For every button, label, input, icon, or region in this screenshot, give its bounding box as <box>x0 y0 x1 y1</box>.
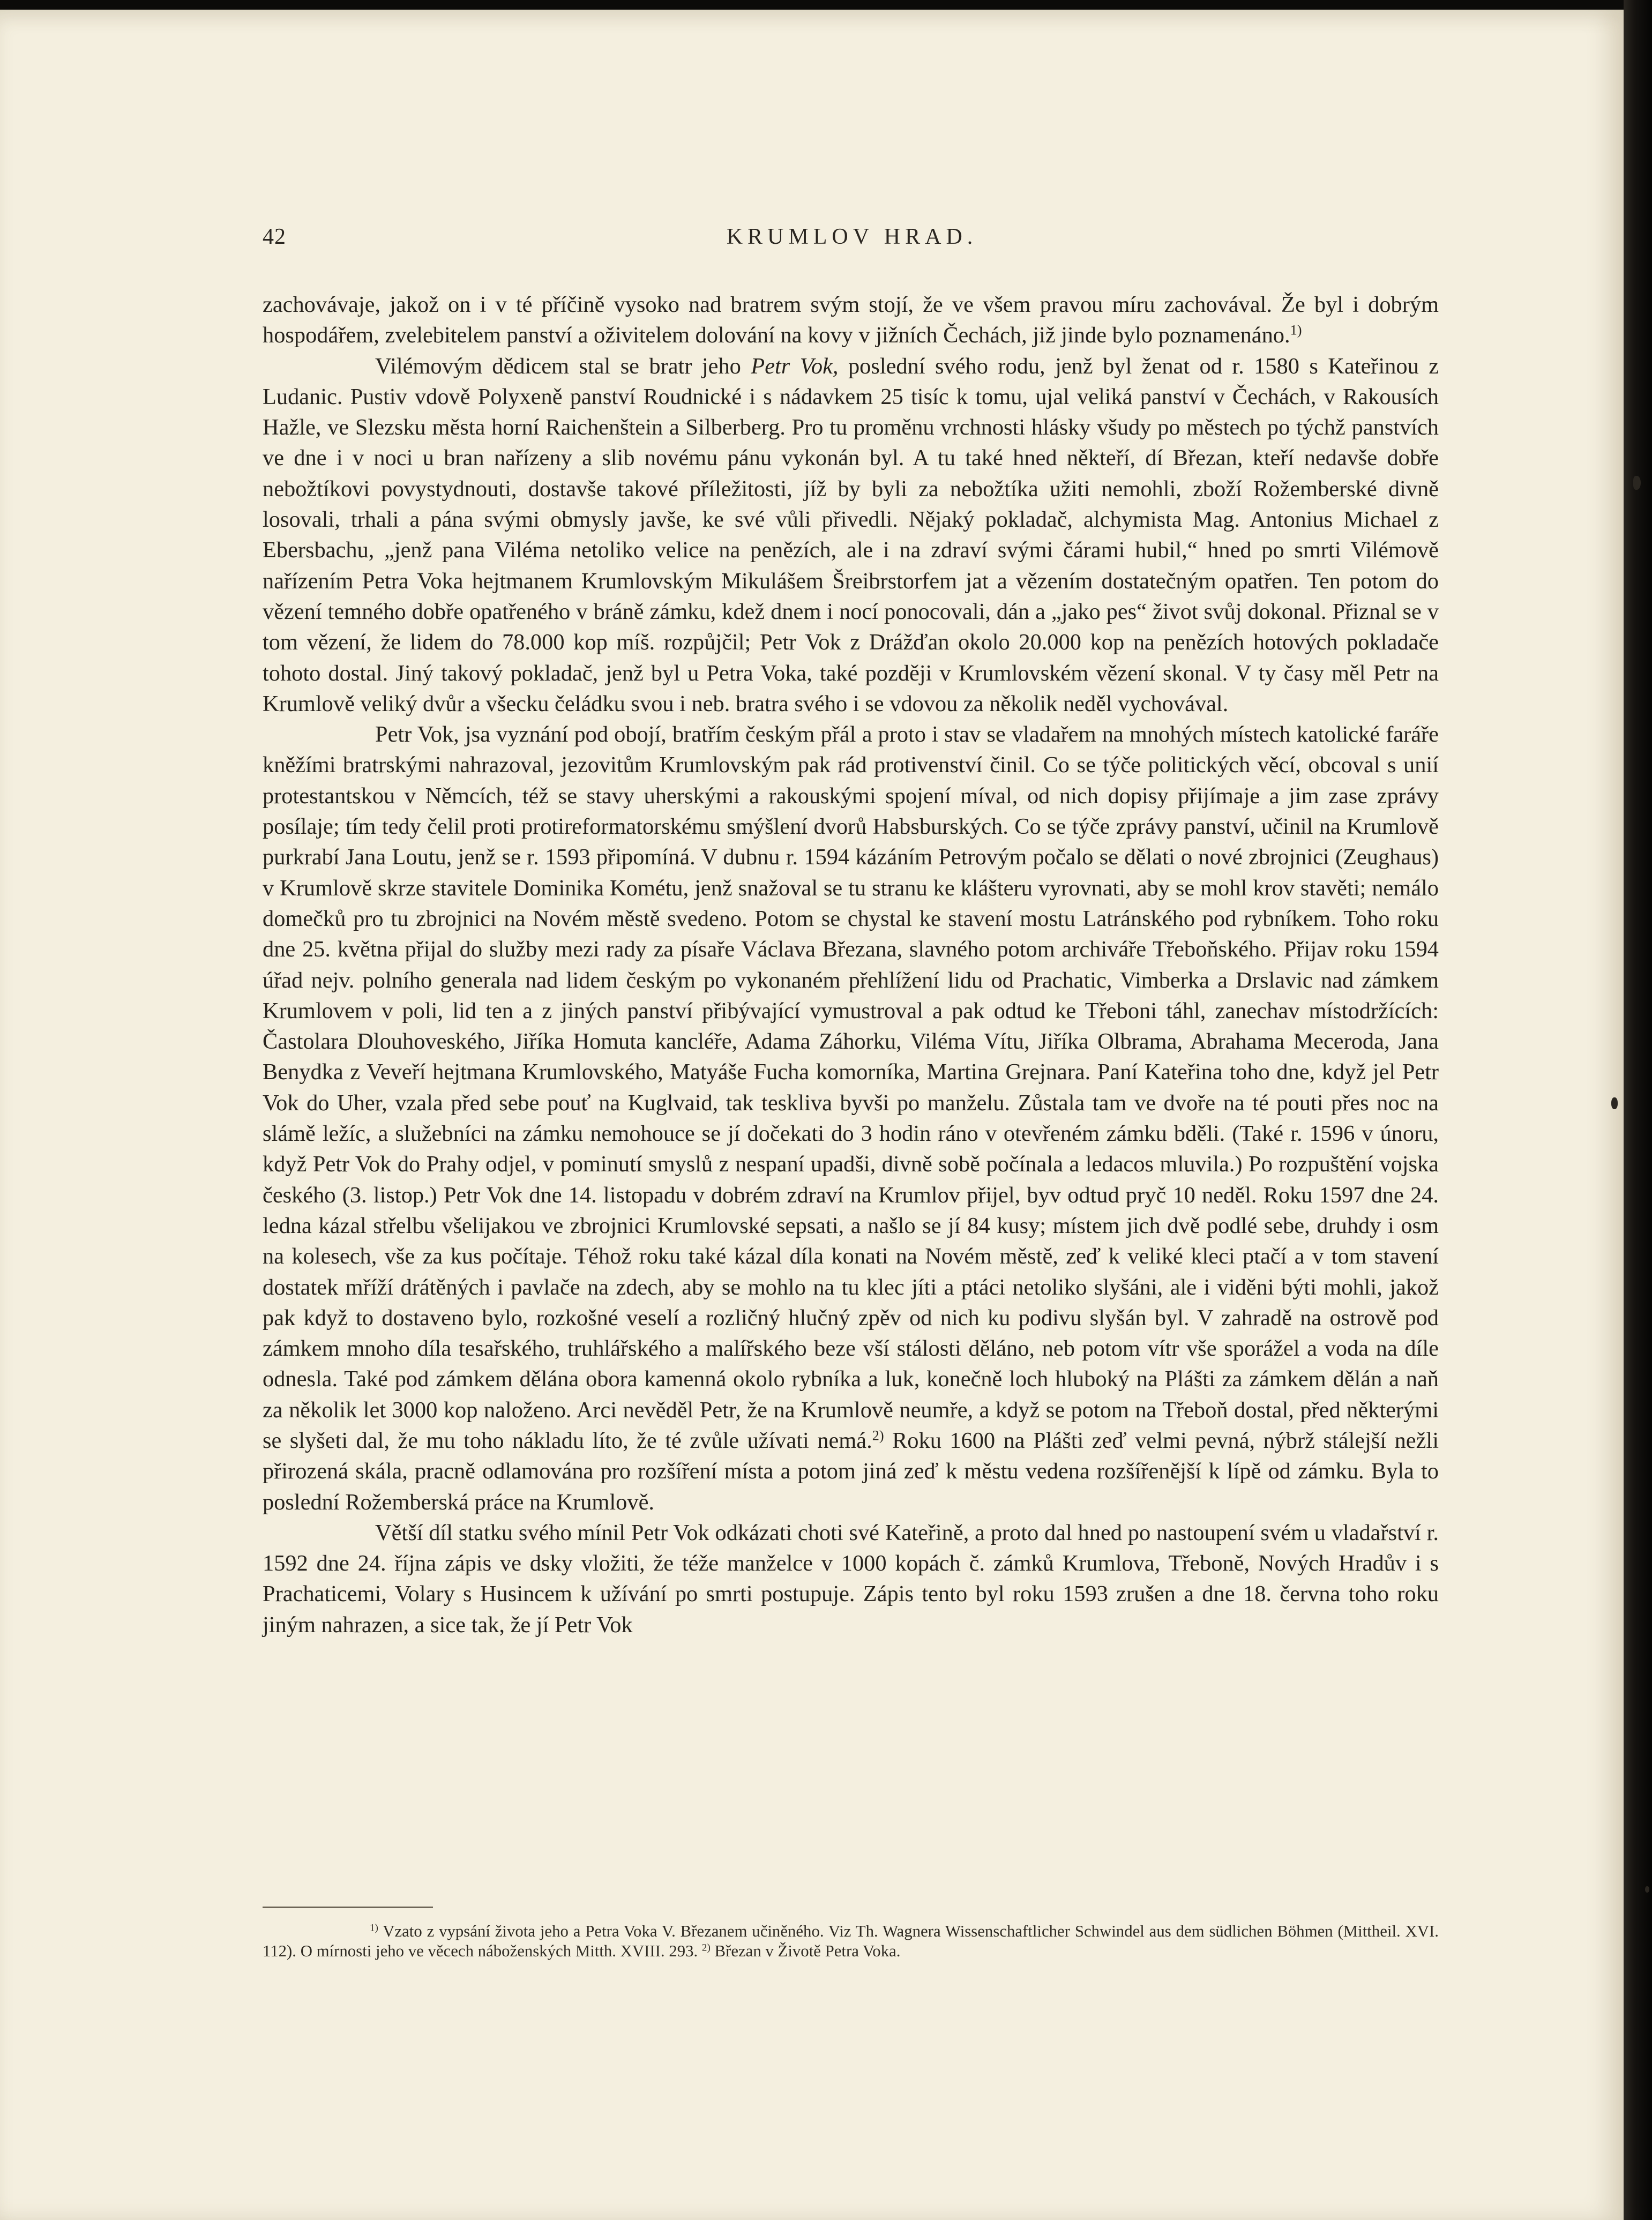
footnote-ref: 2) <box>872 1427 884 1444</box>
italic-name: Petr Vok, <box>751 353 839 379</box>
ink-mark <box>1611 1097 1618 1109</box>
paragraph <box>263 289 1439 351</box>
ink-mark <box>1633 476 1641 490</box>
footnote-ref: 1) <box>1290 322 1302 338</box>
paragraph-text: Roku 1600 na Plášti zeď velmi pevná, nýbrž stálejší nežli přirozená skála, pracně odlamována pro rozšíření místa a potom jiná zeď k městu vedena rozšířenější k lípě od zámku. Byla to poslední Rožemberská práce na Krumlově. <box>263 1427 1439 1515</box>
page-header <box>263 224 1441 256</box>
body-text <box>263 289 1439 1640</box>
page-number: 42 <box>263 225 286 249</box>
paragraph-text: zachovávaje, jakož on i v té příčině vysoko nad bratrem svým stojí, že ve všem pravou míru zachovával. Že byl i dobrým hospodářem, zvelebitelem panství a oživitelem dolování na kovy v jižních Čechách, již jinde bylo poznamenáno. <box>263 292 1439 348</box>
paragraph-text: poslední svého rodu, jenž byl ženat od r. 1580 s Kateřinou z Ludanic. Pustiv vdově Polyxeně panství Roudnické i s nádavkem 25 tisíc k tomu, ujal veliká panství v Čechách, v Rakousích Hažle, ve Slezsku města horní Raichenštein a Silberberg. Pro tu proměnu vrchnosti hlásky všudy po městech po týchž panstvích ve dne i v noci u bran nařízeny a slib novému pánu vykonán byl. A tu také hned někteří, dí Březan, kteří nedavše dobře nebožtíkovi povystydnouti, dostavše takové příležitosti, jíž by byli za nebožtíka užiti nemohli, zboží Rožemberské divně losovali, trhali a pána svými obmysly javše, ke své vůli přivedli. Nějaký pokladač, alchymista Mag. Antonius Michael z Ebersbachu, „jenž pana Viléma netoliko velice na penězích, ale i na zdraví svými čárami hubil,“ hned po smrti Vilémově nařízením Petra Voka hejtmanem Krumlovským Mikulášem Šreibrstorfem jat a vězením dostatečným opatřen. Ten potom do vězení temného dobře opatřeného v bráně zámku, kdež dnem i nocí ponocovali, dán a „jako pes“ život svůj dokonal. Přiznal se v tom vězení, že lidem do 78.000 kop míš. rozpůjčil; Petr Vok z Drážďan okolo 20.000 kop na penězích hotových pokladače tohoto dostal. Jiný takový pokladač, jenž byl u Petra Voka, také později v Krumlovském vězení skonal. V ty časy měl Petr na Krumlově veliký dvůr a všecku čeládku svou i neb. bratra svého i se vdovou za několik neděl vychovával. <box>263 353 1439 716</box>
footnote-text: Březan v Životě Petra Voka. <box>714 1942 901 1960</box>
paragraph <box>263 719 1439 1518</box>
paragraph <box>263 1518 1439 1640</box>
footnotes <box>263 1922 1439 1961</box>
paragraph <box>263 351 1439 720</box>
paragraph-text: Petr Vok, jsa vyznání pod obojí, bratřím českým přál a proto i stav se vladařem na mnohých místech katolické faráře kněžími bratrskými nahrazoval, jezovitům Krumlovským pak rád protivenství činil. Co se týče politických věcí, obcoval s unií protestantskou v Němcích, též se stavy uherskými a rakouskými spojení míval, od nich dopisy přijímaje a jim zase zprávy posílaje; tím tedy čelil proti protireformatorskému smýšlení dvorů Habsburských. Co se týče zprávy panství, učinil na Krumlově purkrabí Jana Loutu, jenž se r. 1593 připomíná. V dubnu r. 1594 kázáním Petrovým počalo se dělati o nové zbrojnici (Zeughaus) v Krumlově skrze stavitele Dominika Kométu, jenž snažoval se tu stranu ke klášteru vyrovnati, aby se mohl krov stavěti; nemálo domečků pro tu zbrojnici na Novém městě svedeno. Potom se chystal ke stavení mostu Latránského pod rybníkem. Toho roku dne 25. května přijal do služby mezi rady za písaře Václava Březana, slavného potom archiváře Třeboňského. Přijav roku 1594 úřad nejv. polního generala nad lidem českým po vykonaném přehlížení lidu od Prachatic, Vimberka a Drslavic nad zámkem Krumlovem v poli, lid ten a z jiných panství přibývající vymustroval a pak odtud ke Třeboni táhl, zanechav místodržících: Častolara Dlouhoveského, Jiříka Homuta kancléře, Adama Záhorku, Viléma Vítu, Jiříka Olbrama, Abrahama Meceroda, Jana Benydka z Veveří hejtmana Krumlovského, Matyáše Fucha komorníka, Martina Grejnara. Paní Kateřina toho dne, když jel Petr Vok do Uher, vzala před sebe pouť na Kuglvaid, tak teskliva byvši po manželu. Zůstala tam ve dvoře na té pouti přes noc na slámě ležíc, a služebníci na zámku nemohouce se jí dočekati do 3 hodin ráno v otevřeném zámku bděli. (Také r. 1596 v únoru, když Petr Vok do Prahy odjel, v pominutí smyslů z nespaní upadši, divně sobě počínala a ledacos mluvila.) Po rozpuštění vojska českého (3. listop.) Petr Vok dne 14. listopadu v dobrém zdraví na Krumlov přijel, byv odtud pryč 10 neděl. Roku 1597 dne 24. ledna kázal střelbu všelijakou ve zbrojnici Krumlovské sepsati, a našlo se jí 84 kusy; místem jich dvě podlé sebe, druhdy i osm na kolesech, vše za kus počítaje. Téhož roku také kázal díla konati na Novém městě, zeď k veliké kleci ptačí a v tom stavení dostatek mříží drátěných i pavlače na zdech, aby se mohlo na tu klec jíti a ptáci netoliko slyšáni, ale i viděni býti mohli, jakož pak když to dostaveno bylo, rozkošné veselí a rozličný hlučný zpěv od nich ku podivu slyšán byl. V zahradě na ostrově pod zámkem mnoho díla tesařského, truhlářského a malířského beze vší stálosti děláno, neb potom vítr vše sporážel a voda na díle odnesla. Také pod zámkem dělána obora kamenná okolo rybníka a luk, konečně loch hluboký na Plášti za zámkem dělán a naň za několik let 3000 kop naloženo. Arci nevěděl Petr, že na Krumlově neumře, a když se potom na Třeboň dostal, před některými se slyšeti dal, že mu toho nákladu líto, že té zvůle užívati nemá. <box>263 722 1439 1453</box>
footnote-marker: 1) <box>370 1922 378 1934</box>
footnote <box>263 1922 1439 1961</box>
footnote-marker: 2) <box>701 1942 711 1954</box>
ink-mark <box>1645 1886 1649 1893</box>
footnote-text: Vzato z vypsání života jeho a Petra Voka V. Březanem učiněného. Viz Th. Wagnera Wissenschaftlicher Schwindel aus dem südlichen Böhmen (Mittheil. XVI. 112). O mírnosti jeho ve věcech náboženských Mitth. XVIII. 293. <box>263 1922 1439 1960</box>
running-title: KRUMLOV HRAD. <box>726 225 978 249</box>
paragraph-text: Větší díl statku svého mínil Petr Vok odkázati choti své Kateřině, a proto dal hned po nastoupení svém u vladařství r. 1592 dne 24. října zápis ve dsky vložiti, že téže manželce v 1000 kopách č. zámků Krumlova, Třeboně, Nových Hradův i s Prachaticemi, Volary s Husincem k užívání po smrti postupuje. Zápis tento byl roku 1593 zrušen a dne 18. června toho roku jiným nahrazen, a sice tak, že jí Petr Vok <box>263 1520 1439 1638</box>
paragraph-text: Vilémovým dědicem stal se bratr jeho <box>375 353 741 379</box>
book-page <box>0 10 1624 2220</box>
footnote-divider <box>263 1907 433 1908</box>
